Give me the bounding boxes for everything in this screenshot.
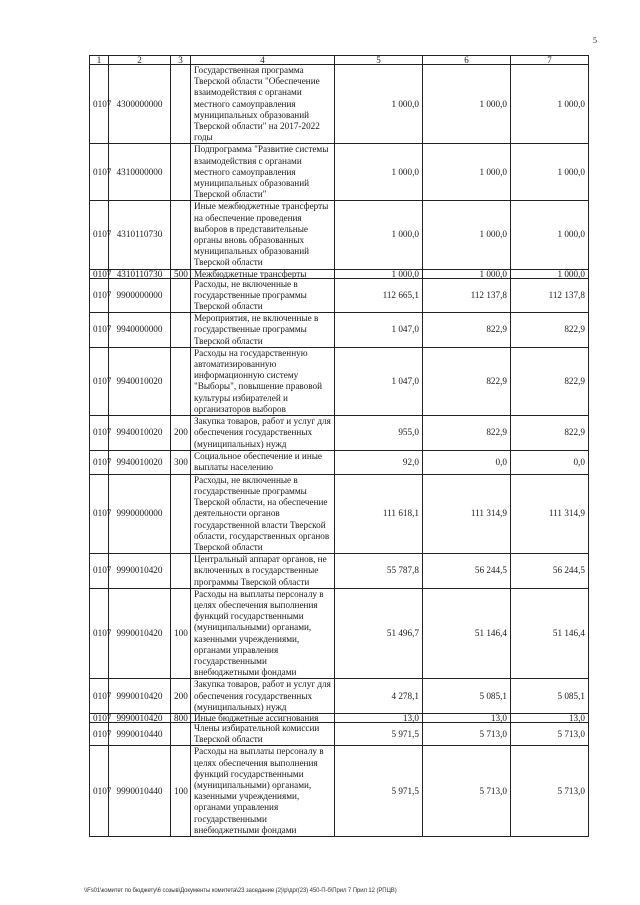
target-article-cell: 9940010020 (109, 347, 171, 415)
item-name-cell: Закупка товаров, работ и услуг для обеспечения государственных (муниципальных) нужд (191, 679, 335, 714)
section-code-cell: 0107 (90, 416, 109, 451)
item-name-cell: Иные бюджетные ассигнования (191, 713, 335, 722)
expense-type-cell (171, 554, 191, 589)
expense-type-cell (171, 278, 191, 313)
expense-type-cell (171, 474, 191, 553)
amount-col7-cell: 51 146,4 (511, 588, 589, 679)
table-row (90, 269, 589, 278)
section-code-cell: 0107 (90, 347, 109, 415)
amount-col7-cell: 112 137,8 (511, 278, 589, 313)
expense-type-cell (171, 313, 191, 348)
header-cell: 3 (171, 56, 191, 65)
item-name-cell: Расходы на государственную автоматизированную информационную систему "Выборы", повышение правовой культуры избирателей и организаторов выборов (191, 347, 335, 415)
amount-col7-cell: 111 314,9 (511, 474, 589, 553)
table-header-row (90, 56, 589, 65)
expense-type-cell: 100 (171, 588, 191, 679)
expense-type-cell: 500 (171, 269, 191, 278)
section-code-cell: 0107 (90, 713, 109, 722)
amount-col6-cell: 5 085,1 (423, 679, 511, 714)
expense-type-cell (171, 347, 191, 415)
section-code-cell: 0107 (90, 313, 109, 348)
amount-col7-cell: 1 000,0 (511, 201, 589, 269)
table-row (90, 588, 589, 679)
item-name-cell: Иные межбюджетные трансферты на обеспечение проведения выборов в представительные органы вновь образованных муниципальных образований Тверской области (191, 201, 335, 269)
amount-col6-cell: 13,0 (423, 713, 511, 722)
amount-col7-cell: 1 000,0 (511, 144, 589, 201)
header-cell: 6 (423, 56, 511, 65)
item-name-cell: Расходы на выплаты персоналу в целях обеспечения выполнения функций государственными (муниципальными) органами, казенными учреждениями, органами управления государственными внебюджетными фондами (191, 746, 335, 837)
header-cell: 4 (191, 56, 335, 65)
file-path-footer: \\Fs01\комитет по бюджету\6 созыв\Документы комитета\23 заседание (2)\p\дрг(23) 450-П-б\Прил 7 Прил 12 (РПЦВ) (84, 888, 397, 894)
table-row (90, 65, 589, 144)
amount-col5-cell: 1 000,0 (335, 201, 423, 269)
amount-col7-cell: 5 085,1 (511, 679, 589, 714)
expense-type-cell (171, 144, 191, 201)
section-code-cell: 0107 (90, 474, 109, 553)
header-cell: 1 (90, 56, 109, 65)
amount-col5-cell: 1 047,0 (335, 313, 423, 348)
amount-col5-cell: 112 665,1 (335, 278, 423, 313)
section-code-cell: 0107 (90, 65, 109, 144)
table-row (90, 713, 589, 722)
table-row (90, 416, 589, 451)
target-article-cell: 4300000000 (109, 65, 171, 144)
amount-col5-cell: 51 496,7 (335, 588, 423, 679)
table-row (90, 450, 589, 474)
target-article-cell: 9990010420 (109, 679, 171, 714)
table-row (90, 144, 589, 201)
item-name-cell: Расходы, не включенные в государственные программы Тверской области (191, 278, 335, 313)
section-code-cell: 0107 (90, 554, 109, 589)
header-cell: 7 (511, 56, 589, 65)
item-name-cell: Центральный аппарат органов, не включенных в государственные программы Тверской области (191, 554, 335, 589)
amount-col5-cell: 955,0 (335, 416, 423, 451)
target-article-cell: 9900000000 (109, 278, 171, 313)
amount-col5-cell: 4 278,1 (335, 679, 423, 714)
section-code-cell: 0107 (90, 588, 109, 679)
expense-type-cell (171, 201, 191, 269)
expense-type-cell: 800 (171, 713, 191, 722)
item-name-cell: Государственная программа Тверской области "Обеспечение взаимодействия с органами местного самоуправления муниципальных образований Тверской области" на 2017-2022 годы (191, 65, 335, 144)
amount-col6-cell: 822,9 (423, 347, 511, 415)
amount-col5-cell: 111 618,1 (335, 474, 423, 553)
amount-col7-cell: 56 244,5 (511, 554, 589, 589)
amount-col6-cell: 5 713,0 (423, 722, 511, 745)
section-code-cell: 0107 (90, 269, 109, 278)
amount-col6-cell: 56 244,5 (423, 554, 511, 589)
table-row (90, 201, 589, 269)
amount-col7-cell: 0,0 (511, 450, 589, 474)
item-name-cell: Мероприятия, не включенные в государственные программы Тверской области (191, 313, 335, 348)
amount-col5-cell: 5 971,5 (335, 722, 423, 745)
amount-col5-cell: 13,0 (335, 713, 423, 722)
item-name-cell: Социальное обеспечение и иные выплаты населению (191, 450, 335, 474)
amount-col7-cell: 822,9 (511, 347, 589, 415)
target-article-cell: 4310110730 (109, 269, 171, 278)
section-code-cell: 0107 (90, 722, 109, 745)
amount-col5-cell: 92,0 (335, 450, 423, 474)
table-row (90, 722, 589, 745)
table-row (90, 474, 589, 553)
item-name-cell: Расходы, не включенные в государственные программы Тверской области, на обеспечение деятельности органов государственной власти Тверской области, государственных органов Тверской области (191, 474, 335, 553)
section-code-cell: 0107 (90, 746, 109, 837)
amount-col6-cell: 111 314,9 (423, 474, 511, 553)
target-article-cell: 4310110730 (109, 201, 171, 269)
target-article-cell: 9940010020 (109, 450, 171, 474)
section-code-cell: 0107 (90, 278, 109, 313)
amount-col6-cell: 1 000,0 (423, 269, 511, 278)
amount-col6-cell: 1 000,0 (423, 65, 511, 144)
amount-col6-cell: 822,9 (423, 313, 511, 348)
amount-col7-cell: 5 713,0 (511, 746, 589, 837)
amount-col6-cell: 1 000,0 (423, 144, 511, 201)
target-article-cell: 9990010440 (109, 746, 171, 837)
table-row (90, 679, 589, 714)
amount-col5-cell: 55 787,8 (335, 554, 423, 589)
header-cell: 5 (335, 56, 423, 65)
amount-col6-cell: 112 137,8 (423, 278, 511, 313)
target-article-cell: 9990010440 (109, 722, 171, 745)
amount-col6-cell: 822,9 (423, 416, 511, 451)
section-code-cell: 0107 (90, 144, 109, 201)
item-name-cell: Подпрограмма "Развитие системы взаимодействия с органами местного самоуправления муниципальных образований Тверской области" (191, 144, 335, 201)
item-name-cell: Закупка товаров, работ и услуг для обеспечения государственных (муниципальных) нужд (191, 416, 335, 451)
amount-col6-cell: 0,0 (423, 450, 511, 474)
target-article-cell: 9990010420 (109, 588, 171, 679)
amount-col5-cell: 1 000,0 (335, 65, 423, 144)
expense-type-cell (171, 65, 191, 144)
table-row (90, 347, 589, 415)
expense-type-cell: 300 (171, 450, 191, 474)
expense-type-cell (171, 722, 191, 745)
amount-col5-cell: 5 971,5 (335, 746, 423, 837)
amount-col7-cell: 822,9 (511, 313, 589, 348)
budget-table (89, 55, 589, 837)
page-number: 5 (593, 36, 597, 45)
target-article-cell: 9990010420 (109, 713, 171, 722)
amount-col6-cell: 51 146,4 (423, 588, 511, 679)
amount-col5-cell: 1 000,0 (335, 269, 423, 278)
target-article-cell: 4310000000 (109, 144, 171, 201)
section-code-cell: 0107 (90, 450, 109, 474)
table-row (90, 746, 589, 837)
amount-col5-cell: 1 047,0 (335, 347, 423, 415)
expense-type-cell: 100 (171, 746, 191, 837)
section-code-cell: 0107 (90, 679, 109, 714)
section-code-cell: 0107 (90, 201, 109, 269)
expense-type-cell: 200 (171, 416, 191, 451)
amount-col7-cell: 822,9 (511, 416, 589, 451)
amount-col5-cell: 1 000,0 (335, 144, 423, 201)
item-name-cell: Расходы на выплаты персоналу в целях обеспечения выполнения функций государственными (муниципальными) органами, казенными учреждениями, органами управления государственными внебюджетными фондами (191, 588, 335, 679)
item-name-cell: Члены избирательной комиссии Тверской области (191, 722, 335, 745)
amount-col7-cell: 1 000,0 (511, 65, 589, 144)
amount-col7-cell: 5 713,0 (511, 722, 589, 745)
expense-type-cell: 200 (171, 679, 191, 714)
table-row (90, 278, 589, 313)
table-row (90, 313, 589, 348)
target-article-cell: 9940010020 (109, 416, 171, 451)
amount-col7-cell: 1 000,0 (511, 269, 589, 278)
target-article-cell: 9940000000 (109, 313, 171, 348)
item-name-cell: Межбюджетные трансферты (191, 269, 335, 278)
header-cell: 2 (109, 56, 171, 65)
amount-col7-cell: 13,0 (511, 713, 589, 722)
amount-col6-cell: 5 713,0 (423, 746, 511, 837)
table-row (90, 554, 589, 589)
target-article-cell: 9990000000 (109, 474, 171, 553)
target-article-cell: 9990010420 (109, 554, 171, 589)
amount-col6-cell: 1 000,0 (423, 201, 511, 269)
